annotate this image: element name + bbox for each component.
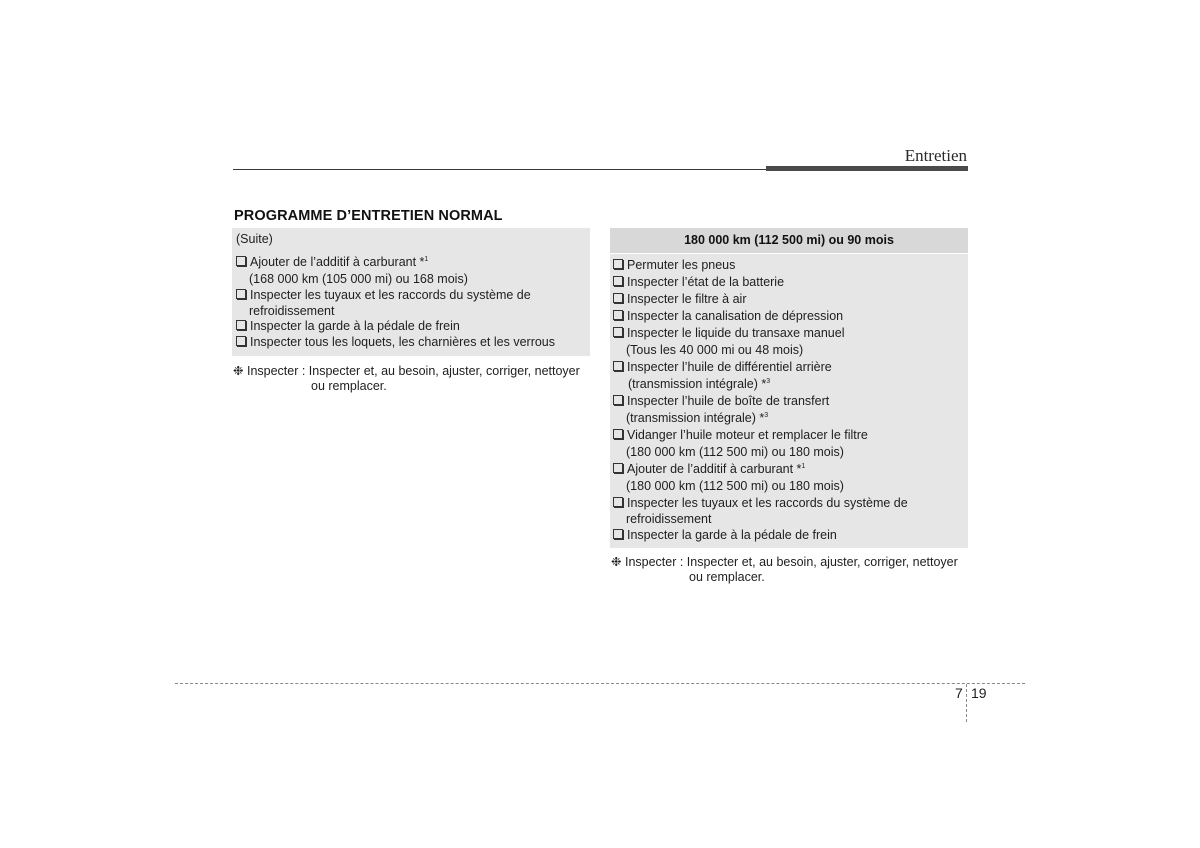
list-item (613, 496, 908, 510)
header-bar (766, 166, 968, 171)
right-note (611, 554, 968, 588)
checkbox-icon (613, 293, 623, 303)
checkbox-icon (613, 395, 623, 405)
checkbox-icon (613, 463, 623, 473)
item-text: Permuter les pneus (627, 258, 736, 272)
item-detail (626, 411, 768, 425)
note-text: Inspecter : Inspecter et, au besoin, ajuster, corriger, nettoyer (624, 555, 958, 569)
item-text: Inspecter l’huile de boîte de transfert (627, 394, 830, 408)
header-rule (233, 169, 767, 170)
footnote-mark: 1 (424, 256, 429, 263)
list-item (613, 275, 784, 289)
note-symbol-icon: ❉ (233, 364, 244, 378)
note-text-continued: ou remplacer. (311, 379, 387, 393)
checkbox-icon (236, 320, 246, 330)
item-text: Inspecter le liquide du transaxe manuel (627, 326, 845, 340)
checkbox-icon (613, 497, 623, 507)
checkbox-icon (613, 310, 623, 320)
item-text: Ajouter de l’additif à carburant * (250, 255, 425, 269)
list-item (613, 309, 843, 323)
item-detail (628, 377, 770, 391)
item-text: Inspecter la garde à la pédale de frein (250, 319, 460, 333)
item-text: Inspecter la canalisation de dépression (627, 309, 844, 323)
checkbox-icon (613, 429, 623, 439)
checkbox-icon (613, 361, 623, 371)
list-item (613, 360, 832, 374)
item-detail: refroidissement (249, 304, 335, 318)
footnote-mark: 3 (764, 412, 769, 419)
item-text: Inspecter les tuyaux et les raccords du système de (627, 496, 908, 510)
list-item (236, 319, 460, 333)
note-text-continued: ou remplacer. (689, 570, 765, 584)
checkbox-icon (613, 276, 623, 286)
footer-rule (175, 683, 1025, 684)
list-item (236, 335, 555, 349)
checkbox-icon (613, 259, 623, 269)
note-text: Inspecter : Inspecter et, au besoin, ajuster, corriger, nettoyer (246, 364, 580, 378)
item-detail: (Tous les 40 000 mi ou 48 mois) (626, 343, 804, 357)
item-detail: (180 000 km (112 500 mi) ou 180 mois) (626, 445, 844, 459)
item-text: Ajouter de l’additif à carburant * (627, 462, 802, 476)
right-heading: 180 000 km (112 500 mi) ou 90 mois (610, 228, 968, 253)
footnote-mark: 1 (801, 463, 806, 470)
item-text: Inspecter les tuyaux et les raccords du système de (250, 288, 531, 302)
list-item (613, 326, 845, 340)
list-item (613, 528, 837, 542)
chapter-number: 7 (955, 685, 963, 701)
page-number: 19 (971, 685, 987, 701)
item-text: Inspecter tous les loquets, les charnières et les verrous (250, 335, 556, 349)
footer-divider (966, 684, 967, 722)
left-note (233, 363, 590, 397)
list-item (613, 462, 805, 476)
item-text: Inspecter l’huile de différentiel arrière (627, 360, 832, 374)
item-detail: refroidissement (626, 512, 712, 526)
item-text: Inspecter le filtre à air (627, 292, 747, 306)
note-symbol-icon: ❉ (611, 555, 622, 569)
checkbox-icon (613, 327, 623, 337)
checkbox-icon (236, 289, 246, 299)
item-detail-text: (transmission intégrale) * (628, 377, 767, 391)
item-detail-text: (transmission intégrale) * (626, 411, 765, 425)
item-detail: (168 000 km (105 000 mi) ou 168 mois) (249, 272, 468, 286)
section-title: PROGRAMME D’ENTRETIEN NORMAL (234, 208, 503, 224)
footnote-mark: 3 (766, 378, 771, 385)
item-text: Inspecter la garde à la pédale de frein (627, 528, 837, 542)
checkbox-icon (613, 529, 623, 539)
list-item (613, 258, 735, 272)
list-item (236, 288, 531, 302)
right-checklist (613, 258, 968, 546)
item-detail: (180 000 km (112 500 mi) ou 180 mois) (626, 479, 844, 493)
list-item (613, 428, 868, 442)
list-item (236, 255, 428, 269)
item-text: Vidanger l’huile moteur et remplacer le filtre (627, 428, 868, 442)
header-title: Entretien (904, 146, 967, 165)
suite-label: (Suite) (236, 232, 273, 246)
item-text: Inspecter l’état de la batterie (627, 275, 785, 289)
left-checklist (236, 232, 590, 352)
list-item (613, 292, 747, 306)
checkbox-icon (236, 256, 246, 266)
checkbox-icon (236, 336, 246, 346)
list-item (613, 394, 829, 408)
